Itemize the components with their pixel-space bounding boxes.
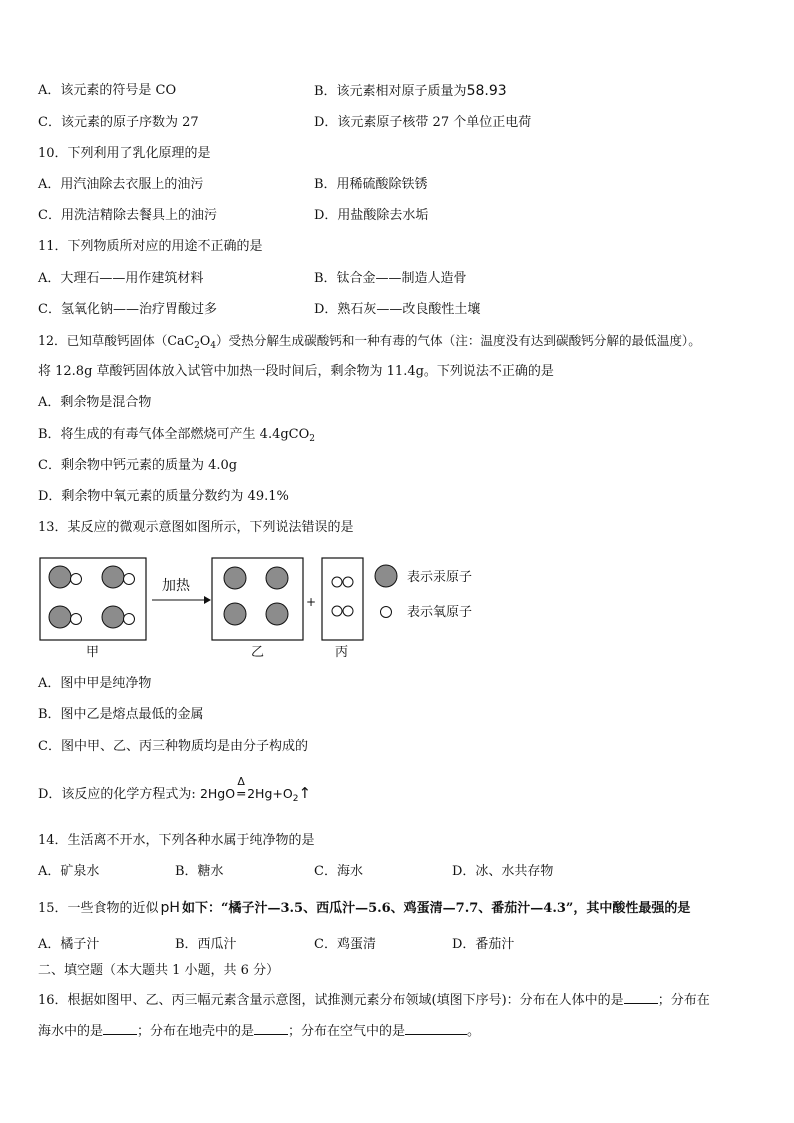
q11-option-d: D．熟石灰——改良酸性土壤 [314, 302, 481, 317]
q12-stem-line2: 将 12.8g 草酸钙固体放入试管中加热一段时间后，剩余物为 11.4g。下列说法不正确的是 [38, 364, 554, 379]
o-atom [343, 577, 353, 587]
q13-option-d-text: D．该反应的化学方程式为: [38, 787, 196, 802]
answer-blank-2[interactable] [103, 1020, 137, 1035]
hg-atom [266, 603, 288, 625]
q14-option-c: C．海水 [314, 864, 363, 879]
equation-condition: Δ ═ [235, 785, 247, 803]
q10-option-c: C．用洗洁精除去餐具上的油污 [38, 208, 217, 223]
q12-sub-4: 4 [210, 341, 216, 351]
q15-stem-text-1: 15．一些食物的近似 [38, 901, 159, 916]
o-atom [124, 614, 135, 625]
arrow-label: 加热 [162, 578, 190, 594]
q11-option-a: A．大理石——用作建筑材料 [38, 271, 204, 286]
q13-stem: 13．某反应的微观示意图如图所示，下列说法错误的是 [38, 520, 354, 535]
q12-stem-text-2: O [199, 333, 211, 348]
q14-option-b: B．糖水 [175, 864, 224, 879]
hgo-molecule [49, 566, 82, 588]
q15-option-c: C．鸡蛋清 [314, 937, 376, 952]
answer-blank-3[interactable] [254, 1020, 288, 1035]
section-title: 二、填空题（本大题共 1 小题，共 6 分） [38, 963, 280, 978]
legend-o-label: 表示氧原子 [407, 605, 473, 620]
q10-option-a: A．用汽油除去衣服上的油污 [38, 177, 204, 192]
box-bing [322, 558, 363, 640]
label-bing: 丙 [335, 645, 349, 660]
q12-stem-line1 [38, 332, 701, 350]
q16-text-5: ；分布在空气中的是 [288, 1024, 406, 1039]
o-atom [71, 574, 82, 585]
q12-option-b-text: B．将生成的有毒气体全部燃烧可产生 4.4gCO [38, 427, 310, 442]
q15-option-b: B．西瓜汁 [175, 937, 237, 952]
o-atom [124, 574, 135, 585]
equation-sub: 2 [292, 794, 299, 804]
hg-atom [49, 566, 71, 588]
chemical-equation [199, 775, 312, 804]
o-atom [71, 614, 82, 625]
answer-blank-4[interactable] [405, 1020, 467, 1035]
legend-o-swatch [381, 607, 392, 618]
q15-option-a: A．橘子汁 [38, 937, 100, 952]
q16-text-1: 16．根据如图甲、乙、丙三幅元素含量示意图，试推测元素分布领域(填图下序号)：分布在人体中的是 [38, 993, 624, 1008]
q12-option-a: A．剩余物是混合物 [38, 395, 152, 410]
label-jia: 甲 [86, 645, 100, 660]
q11-option-c: C．氢氧化钠——治疗胃酸过多 [38, 302, 217, 317]
hgo-molecule [102, 566, 135, 588]
hgo-molecule [49, 606, 82, 628]
q12-stem-text-1: 12．已知草酸钙固体（CaC [38, 333, 195, 348]
hg-atom [102, 566, 124, 588]
q9-option-b-value: 58.93 [466, 83, 507, 99]
hgo-molecule [102, 606, 135, 628]
q12-stem-text-3: ）受热分解生成碳酸钙和一种有毒的气体（注：温度没有达到碳酸钙分解的最低温度）。 [215, 333, 701, 348]
hg-atom [102, 606, 124, 628]
q13-option-a: A．图中甲是纯净物 [38, 676, 152, 691]
q9-option-b [314, 82, 507, 101]
q9-option-d: D．该元素原子核带 27 个单位正电荷 [314, 115, 532, 130]
equation-product: 2Hg+O [247, 786, 293, 801]
q14-stem: 14．生活离不开水，下列各种水属于纯净物的是 [38, 833, 315, 848]
answer-blank-1[interactable] [624, 989, 658, 1004]
q12-option-b-sub: 2 [309, 434, 316, 444]
hg-atom [49, 606, 71, 628]
q11-option-b: B．钛合金——制造人造骨 [314, 271, 467, 286]
q13-option-b: B．图中乙是熔点最低的金属 [38, 707, 204, 722]
q12-option-b [38, 426, 315, 444]
q16-text-2: ；分布在 [657, 993, 710, 1008]
q11-stem: 11．下列物质所对应的用途不正确的是 [38, 239, 263, 254]
gas-arrow: ↑ [298, 784, 312, 802]
hg-atom [266, 567, 288, 589]
q16-line1 [38, 989, 710, 1010]
q13-option-d [38, 775, 312, 804]
box-yi [212, 558, 303, 640]
q12-option-c: C．剩余物中钙元素的质量为 4.0g [38, 458, 238, 473]
q12-sub-2: 2 [194, 341, 200, 351]
o-atom [343, 606, 353, 616]
label-yi: 乙 [251, 645, 265, 660]
q15-option-d: D．番茄汁 [452, 937, 515, 952]
q16-line2 [38, 1020, 480, 1041]
q14-option-d: D．冰、水共存物 [452, 864, 554, 879]
q12-option-d: D．剩余物中氧元素的质量分数约为 49.1% [38, 489, 289, 504]
equation-reactant: 2HgO [199, 786, 236, 801]
q9-option-a: A．该元素的符号是 CO [38, 83, 177, 98]
delta-symbol: Δ [237, 775, 245, 788]
q10-stem: 10．下列利用了乳化原理的是 [38, 146, 211, 161]
legend-hg-label: 表示汞原子 [407, 570, 473, 585]
plus-sign: + [306, 595, 317, 609]
hg-atom [224, 567, 246, 589]
q14-option-a: A．矿泉水 [38, 864, 100, 879]
legend-hg-swatch [375, 565, 397, 587]
q10-option-d: D．用盐酸除去水垢 [314, 208, 429, 223]
q10-option-b: B．用稀硫酸除铁锈 [314, 177, 428, 192]
q15-stem-text-2: 如下：“橘子汁—3.5、西瓜汁—5.6、鸡蛋清—7.7、番茄汁—4.3”，其中酸性最强的是 [181, 901, 691, 916]
q9-option-c: C．该元素的原子序数为 27 [38, 115, 199, 130]
q13-option-c: C．图中甲、乙、丙三种物质均是由分子构成的 [38, 739, 308, 754]
q16-text-6: 。 [467, 1024, 481, 1039]
q15-ph: pH [160, 900, 180, 916]
q16-text-3: 海水中的是 [38, 1024, 104, 1039]
q15-stem [38, 899, 690, 918]
hg-atom [224, 603, 246, 625]
o-atom [332, 606, 342, 616]
reaction-diagram [38, 554, 498, 662]
q9-option-b-text: B．该元素相对原子质量为 [314, 84, 467, 99]
q16-text-4: ；分布在地壳中的是 [137, 1024, 255, 1039]
o-atom [332, 577, 342, 587]
arrow-head [204, 596, 211, 604]
